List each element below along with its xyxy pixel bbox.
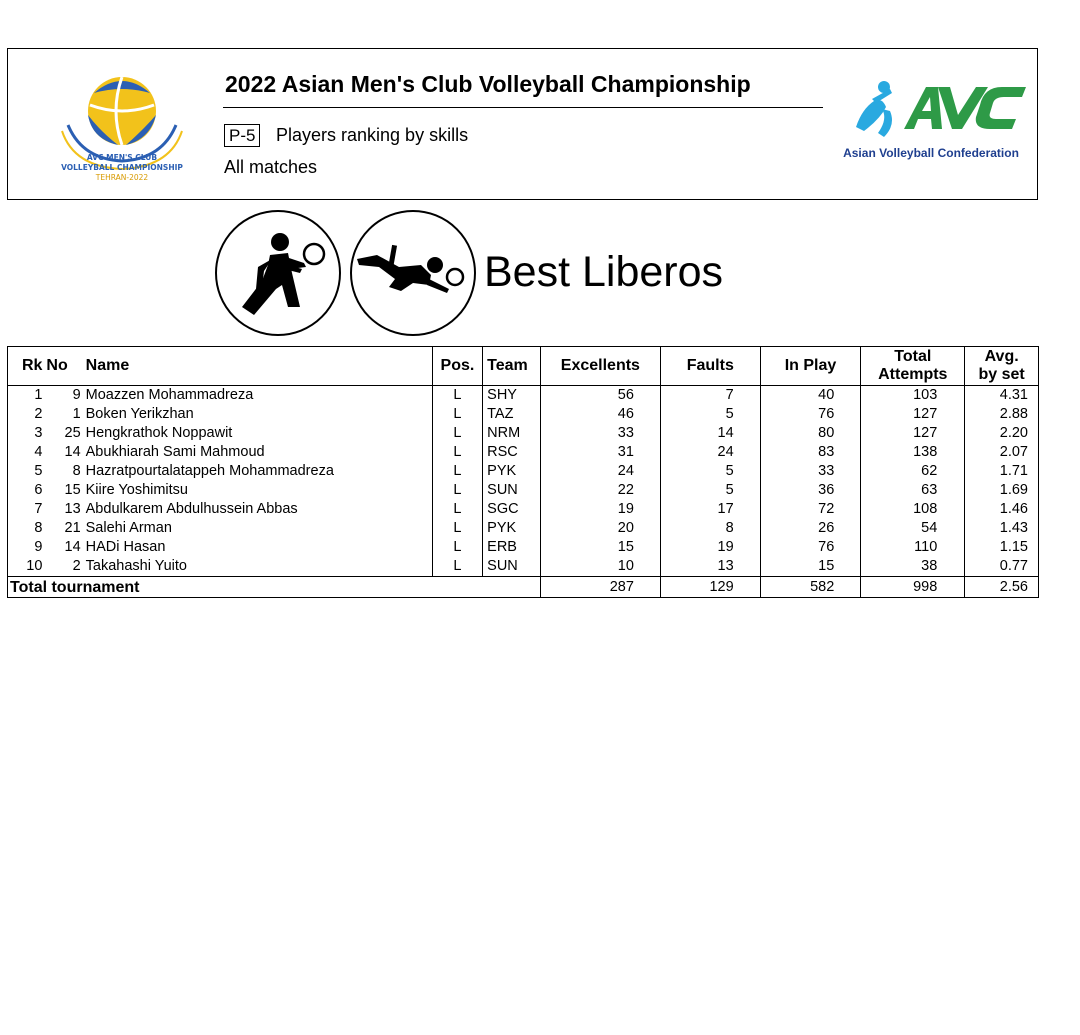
cell-excellents: 22	[540, 481, 660, 500]
cell-faults: 8	[660, 519, 760, 538]
cell-excellents: 10	[540, 557, 660, 577]
cell-position: L	[432, 500, 482, 519]
cell-number: 15	[64, 482, 81, 498]
col-avg-by-set	[965, 347, 1039, 386]
cell-total-attempts: 63	[861, 481, 965, 500]
col-in-play: In Play	[760, 347, 861, 386]
cell-team: SGC	[483, 500, 541, 519]
cell-excellents: 31	[540, 443, 660, 462]
col-avg-line2: by set	[978, 366, 1025, 383]
col-pos: Pos.	[432, 347, 482, 386]
cell-number: 14	[64, 444, 81, 460]
cell-avg-by-set: 2.88	[999, 406, 1028, 422]
cell-excellents: 20	[540, 519, 660, 538]
logo-line-2: VOLLEYBALL CHAMPIONSHIP	[61, 163, 183, 172]
cell-avg-by-set: 4.31	[999, 387, 1028, 403]
cell-position: L	[432, 443, 482, 462]
cell-in-play: 76	[760, 538, 861, 557]
cell-in-play: 33	[760, 462, 861, 481]
report-header	[7, 48, 1038, 200]
total-faults: 129	[660, 577, 760, 598]
cell-total-attempts: 110	[861, 538, 965, 557]
table-row	[8, 443, 1039, 462]
col-faults: Faults	[660, 347, 760, 386]
table-row	[8, 557, 1039, 577]
cell-rank: 7	[34, 501, 43, 517]
cell-rank: 8	[34, 520, 43, 536]
cell-team: SUN	[483, 557, 541, 577]
cell-excellents: 15	[540, 538, 660, 557]
cell-name: Salehi Arman	[84, 519, 433, 538]
logo-line-1: AVC MEN'S CLUB	[86, 153, 158, 162]
total-avg: 2.56	[965, 577, 1039, 598]
cell-avg-by-set: 1.69	[999, 482, 1028, 498]
cell-team: PYK	[483, 462, 541, 481]
libero-dig-icon	[214, 209, 342, 337]
ranking-table	[7, 346, 1039, 598]
table-row	[8, 462, 1039, 481]
cell-faults: 14	[660, 424, 760, 443]
cell-avg-by-set: 1.71	[999, 463, 1028, 479]
cell-team: PYK	[483, 519, 541, 538]
total-label: Total tournament	[8, 577, 541, 598]
cell-total-attempts: 108	[861, 500, 965, 519]
cell-faults: 17	[660, 500, 760, 519]
cell-team: SHY	[483, 386, 541, 406]
cell-faults: 19	[660, 538, 760, 557]
avc-caption: Asian Volleyball Confederation	[843, 146, 1019, 160]
cell-number: 14	[64, 539, 81, 555]
report-scope: All matches	[224, 157, 318, 177]
cell-excellents: 56	[540, 386, 660, 406]
cell-faults: 5	[660, 481, 760, 500]
cell-faults: 5	[660, 405, 760, 424]
libero-dive-icon	[349, 209, 477, 337]
col-no: No	[44, 347, 83, 386]
cell-name: Boken Yerikzhan	[84, 405, 433, 424]
cell-in-play: 83	[760, 443, 861, 462]
cell-rank: 5	[34, 463, 43, 479]
table-row	[8, 538, 1039, 557]
col-total-attempts	[861, 347, 965, 386]
cell-team: TAZ	[483, 405, 541, 424]
cell-faults: 5	[660, 462, 760, 481]
cell-name: Abukhiarah Sami Mahmoud	[84, 443, 433, 462]
col-avg-line1: Avg.	[984, 348, 1019, 365]
cell-in-play: 40	[760, 386, 861, 406]
cell-position: L	[432, 519, 482, 538]
cell-name: HADi Hasan	[84, 538, 433, 557]
cell-position: L	[432, 462, 482, 481]
cell-rank: 10	[26, 558, 43, 574]
cell-in-play: 26	[760, 519, 861, 538]
cell-position: L	[432, 386, 482, 406]
cell-total-attempts: 127	[861, 424, 965, 443]
total-in-play: 582	[760, 577, 861, 598]
cell-avg-by-set: 1.43	[999, 520, 1028, 536]
cell-avg-by-set: 0.77	[999, 558, 1028, 574]
avc-mark-icon	[834, 69, 1028, 145]
cell-name: Hengkrathok Noppawit	[84, 424, 433, 443]
cell-number: 1	[72, 406, 81, 422]
cell-in-play: 15	[760, 557, 861, 577]
cell-name: Abdulkarem Abdulhussein Abbas	[84, 500, 433, 519]
cell-number: 8	[72, 463, 81, 479]
col-excellents: Excellents	[540, 347, 660, 386]
cell-position: L	[432, 405, 482, 424]
cell-rank: 6	[34, 482, 43, 498]
col-total-attempts-line1: Total	[894, 348, 932, 365]
cell-number: 13	[64, 501, 81, 517]
cell-faults: 13	[660, 557, 760, 577]
cell-position: L	[432, 557, 482, 577]
cell-name: Kiire Yoshimitsu	[84, 481, 433, 500]
cell-faults: 7	[660, 386, 760, 406]
table-row	[8, 405, 1039, 424]
cell-rank: 3	[34, 425, 43, 441]
cell-number: 9	[72, 387, 81, 403]
cell-avg-by-set: 1.15	[999, 539, 1028, 555]
cell-rank: 1	[34, 387, 43, 403]
cell-name: Moazzen Mohammadreza	[84, 386, 433, 406]
col-rk: Rk	[8, 347, 45, 386]
total-excellents: 287	[540, 577, 660, 598]
table-row	[8, 424, 1039, 443]
cell-avg-by-set: 1.46	[999, 501, 1028, 517]
cell-team: NRM	[483, 424, 541, 443]
cell-faults: 24	[660, 443, 760, 462]
total-row	[8, 577, 1039, 598]
table-row	[8, 519, 1039, 538]
table-row	[8, 386, 1039, 406]
cell-excellents: 33	[540, 424, 660, 443]
cell-number: 21	[64, 520, 81, 536]
report-title: Players ranking by skills	[276, 125, 469, 145]
page-title: 2022 Asian Men's Club Volleyball Championship	[225, 71, 751, 97]
cell-total-attempts: 138	[861, 443, 965, 462]
section-title: Best Liberos	[484, 248, 724, 296]
col-team: Team	[483, 347, 541, 386]
cell-in-play: 80	[760, 424, 861, 443]
cell-rank: 4	[34, 444, 43, 460]
table-row	[8, 500, 1039, 519]
cell-in-play: 72	[760, 500, 861, 519]
total-attempts: 998	[861, 577, 965, 598]
logo-line-3: TEHRAN-2022	[95, 173, 149, 182]
championship-logo	[22, 59, 222, 193]
cell-total-attempts: 127	[861, 405, 965, 424]
cell-total-attempts: 38	[861, 557, 965, 577]
cell-position: L	[432, 481, 482, 500]
col-total-attempts-line2: Attempts	[878, 366, 948, 383]
report-code: P-5	[224, 124, 260, 147]
cell-number: 2	[72, 558, 81, 574]
cell-excellents: 19	[540, 500, 660, 519]
table-header-row	[8, 347, 1039, 386]
title-divider	[223, 107, 823, 108]
cell-in-play: 36	[760, 481, 861, 500]
cell-rank: 2	[34, 406, 43, 422]
cell-avg-by-set: 2.07	[999, 444, 1028, 460]
table-row	[8, 481, 1039, 500]
cell-avg-by-set: 2.20	[999, 425, 1028, 441]
cell-excellents: 46	[540, 405, 660, 424]
cell-position: L	[432, 538, 482, 557]
avc-logo	[834, 69, 1028, 179]
cell-name: Hazratpourtalatappeh Mohammadreza	[84, 462, 433, 481]
cell-total-attempts: 54	[861, 519, 965, 538]
cell-name: Takahashi Yuito	[84, 557, 433, 577]
cell-team: RSC	[483, 443, 541, 462]
cell-team: SUN	[483, 481, 541, 500]
cell-rank: 9	[34, 539, 43, 555]
cell-in-play: 76	[760, 405, 861, 424]
cell-total-attempts: 62	[861, 462, 965, 481]
cell-total-attempts: 103	[861, 386, 965, 406]
col-name: Name	[84, 347, 433, 386]
cell-position: L	[432, 424, 482, 443]
cell-team: ERB	[483, 538, 541, 557]
cell-excellents: 24	[540, 462, 660, 481]
cell-number: 25	[64, 425, 81, 441]
